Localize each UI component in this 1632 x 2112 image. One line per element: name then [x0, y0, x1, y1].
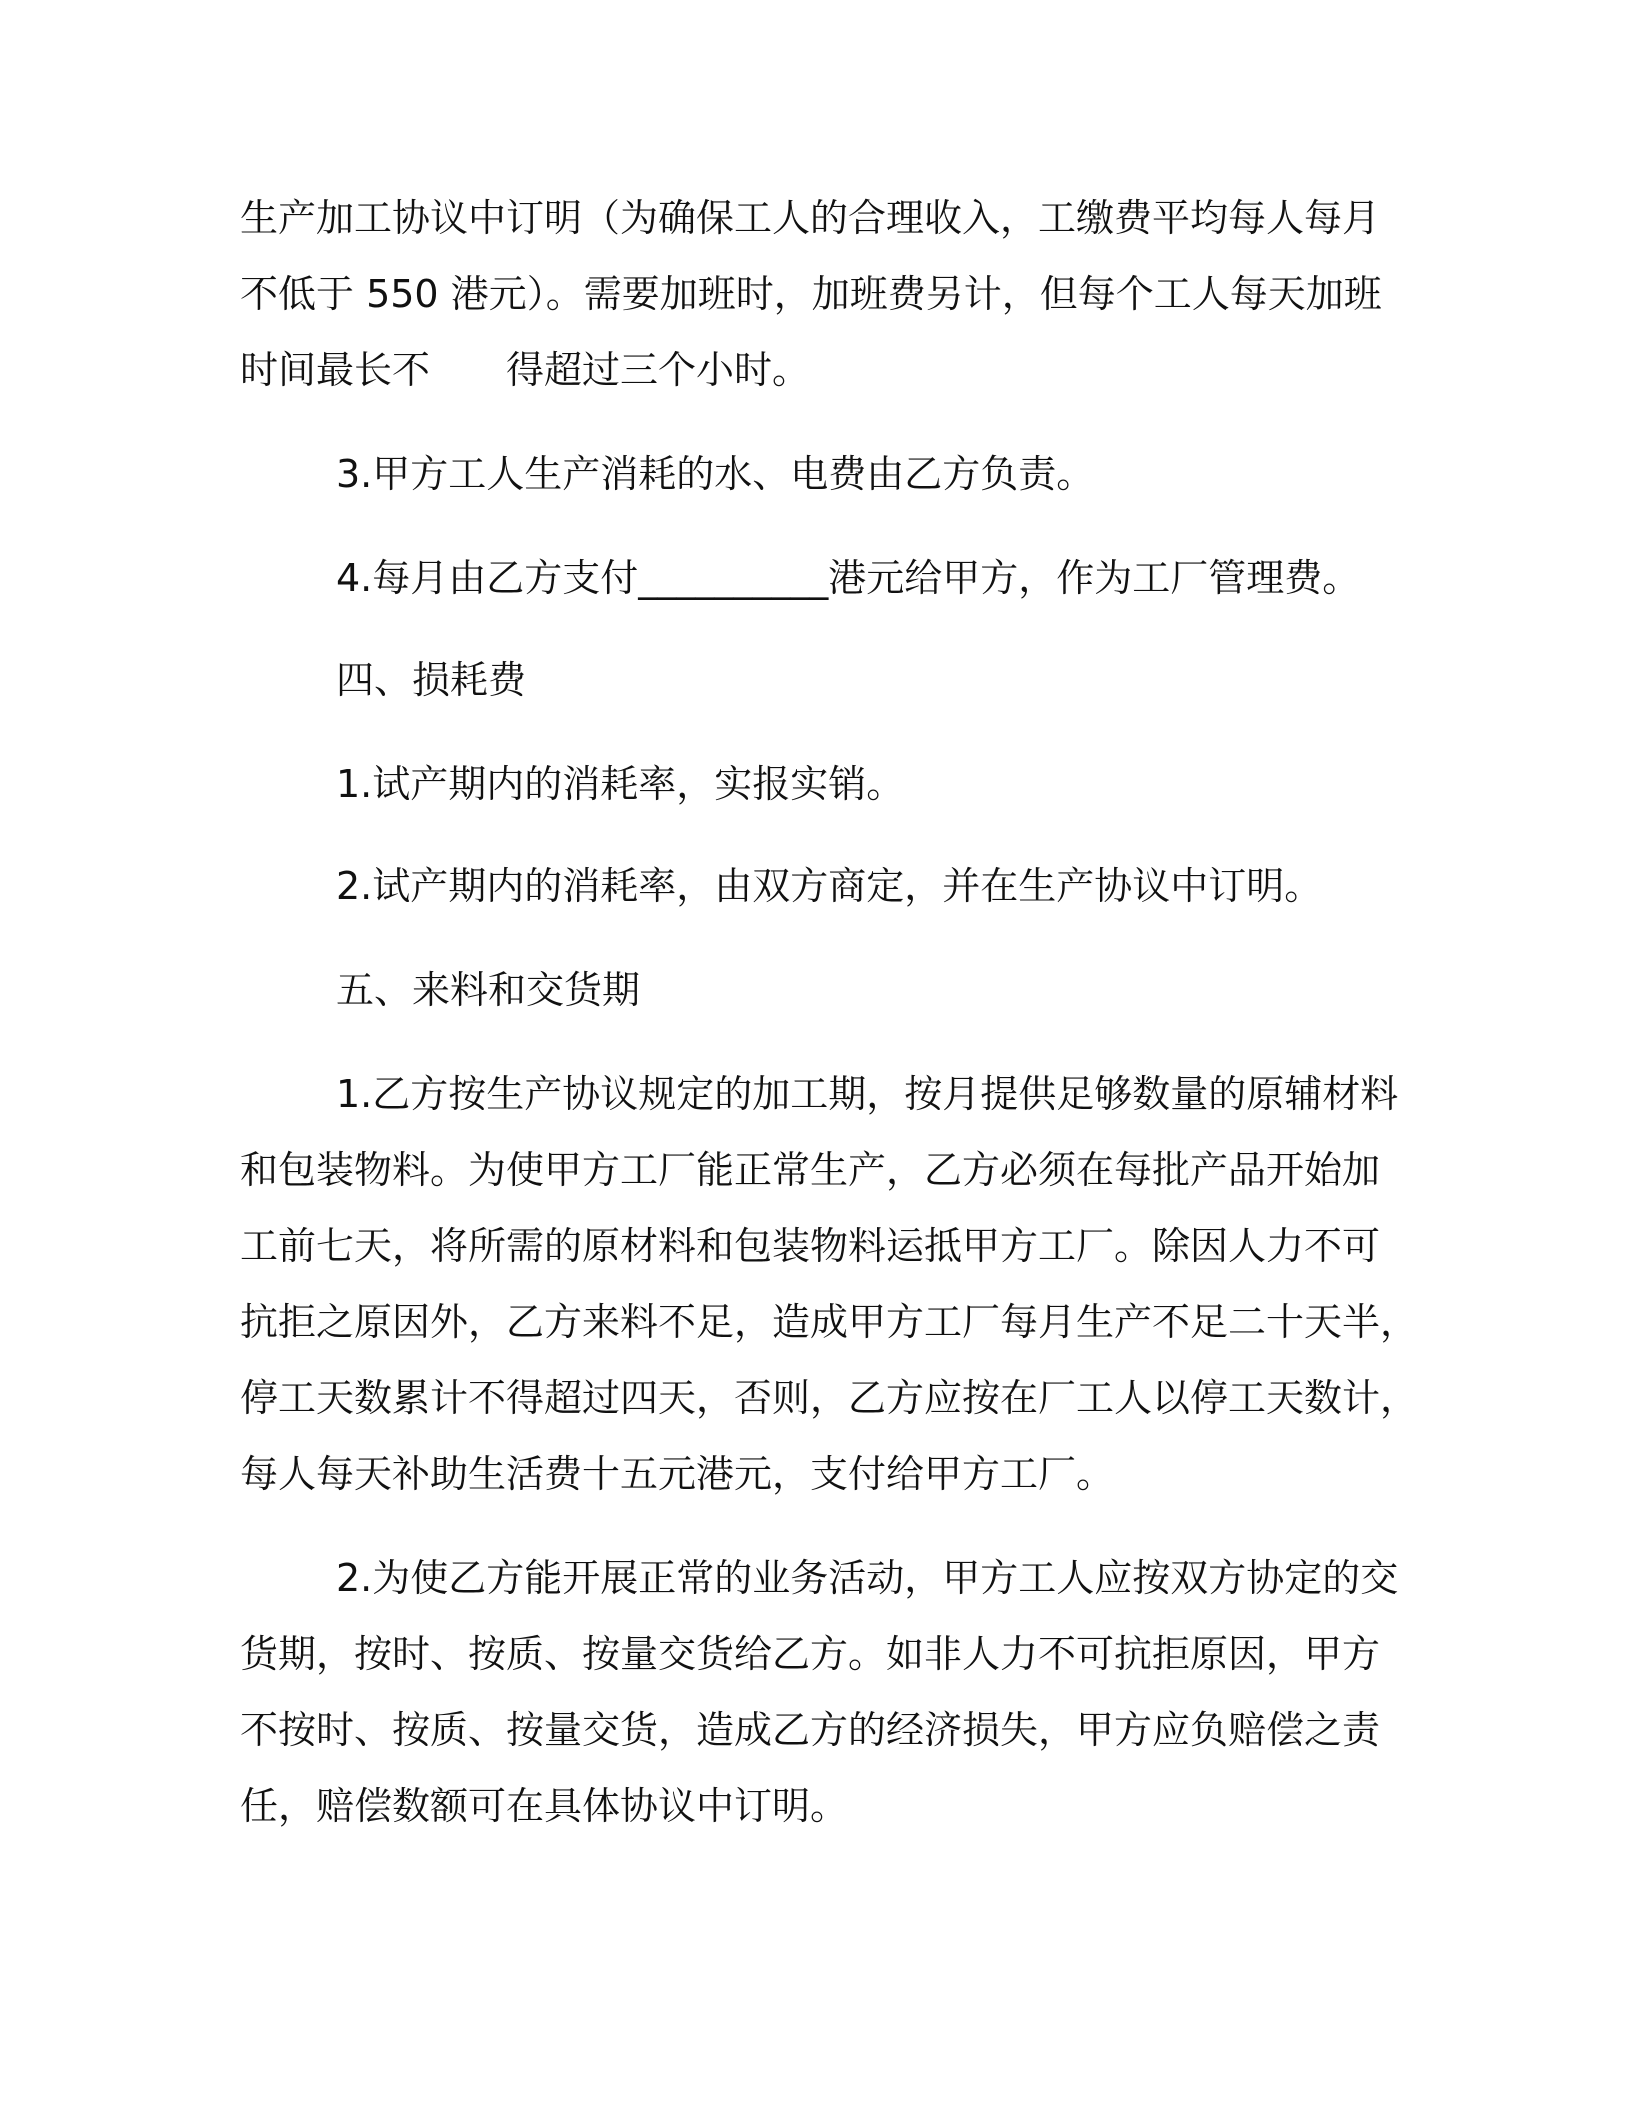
paragraph-line: 1.试产期内的消耗率，实报实销。: [336, 762, 905, 806]
paragraph-line: 4.每月由乙方支付__________港元给甲方，作为工厂管理费。: [336, 556, 1361, 600]
section-heading: 四、损耗费: [336, 658, 527, 702]
paragraph-line: 货期，按时、按质、按量交货给乙方。如非人力不可抗拒原因，甲方: [240, 1632, 1381, 1676]
paragraph-line: 不按时、按质、按量交货，造成乙方的经济损失，甲方应负赔偿之责: [240, 1708, 1381, 1752]
paragraph-line: 2.试产期内的消耗率，由双方商定，并在生产协议中订明。: [336, 864, 1323, 908]
paragraph-line: 时间最长不 得超过三个小时。: [240, 348, 811, 392]
paragraph-line: 工前七天，将所需的原材料和包装物料运抵甲方工厂。除因人力不可: [240, 1224, 1381, 1268]
paragraph-line: 不低于 550 港元）。需要加班时，加班费另计，但每个工人每天加班: [240, 272, 1382, 316]
paragraph-line: 每人每天补助生活费十五元港元，支付给甲方工厂。: [240, 1452, 1115, 1496]
paragraph-line: 任，赔偿数额可在具体协议中订明。: [240, 1784, 849, 1828]
paragraph-line: 停工天数累计不得超过四天，否则，乙方应按在厂工人以停工天数计，: [240, 1376, 1419, 1420]
paragraph-line: 生产加工协议中订明（为确保工人的合理收入，工缴费平均每人每月: [240, 196, 1381, 240]
paragraph-line: 2.为使乙方能开展正常的业务活动，甲方工人应按双方协定的交: [336, 1556, 1399, 1600]
paragraph-line: 抗拒之原因外，乙方来料不足，造成甲方工厂每月生产不足二十天半，: [240, 1300, 1419, 1344]
paragraph-line: 1.乙方按生产协议规定的加工期，按月提供足够数量的原辅材料: [336, 1072, 1399, 1116]
paragraph-line: 3.甲方工人生产消耗的水、电费由乙方负责。: [336, 452, 1095, 496]
paragraph-line: 和包装物料。为使甲方工厂能正常生产，乙方必须在每批产品开始加: [240, 1148, 1381, 1192]
section-heading: 五、来料和交货期: [336, 968, 641, 1012]
